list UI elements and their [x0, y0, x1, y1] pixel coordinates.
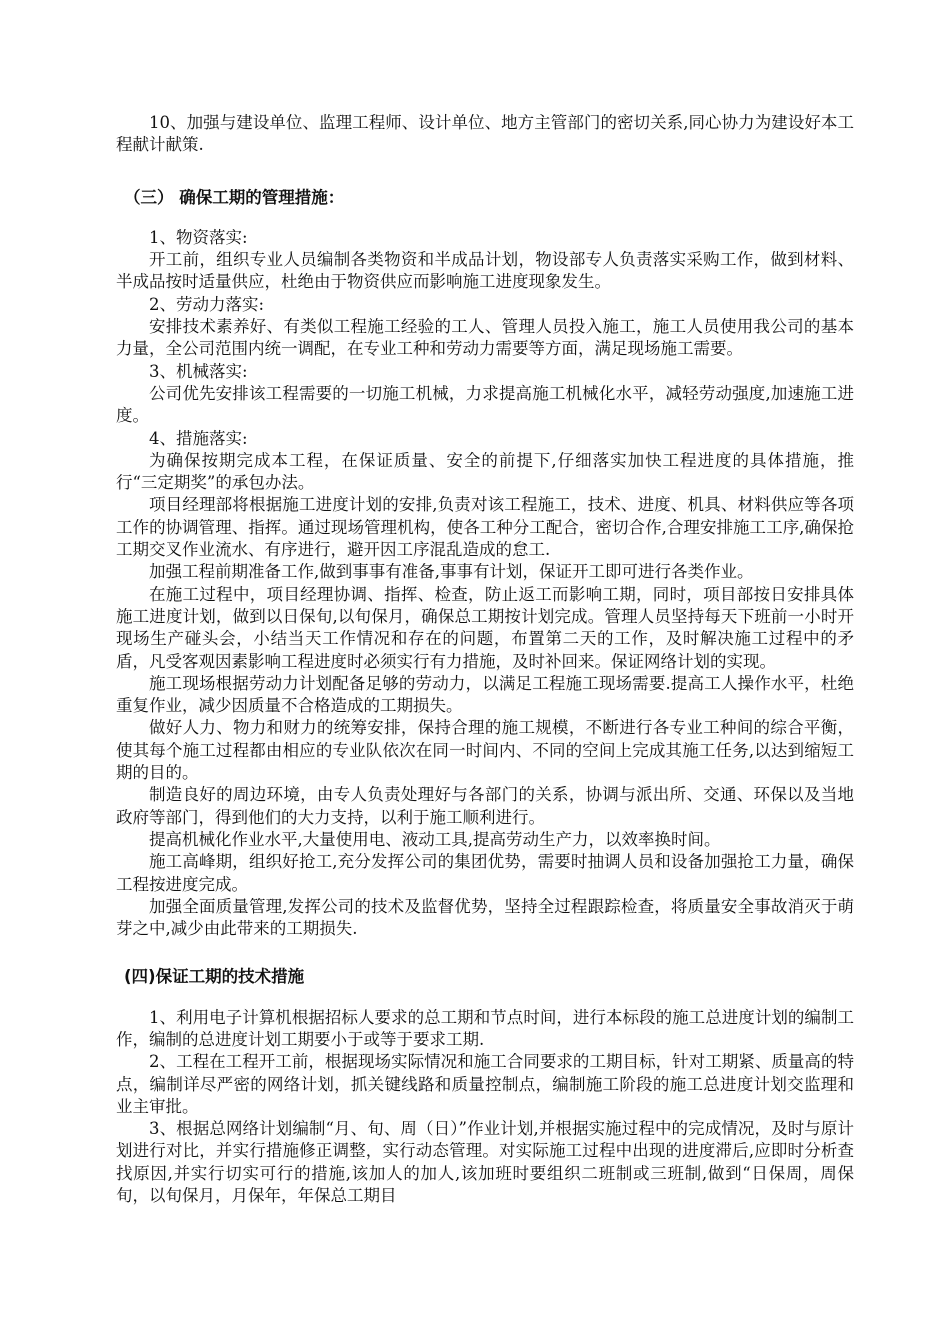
paragraph: 在施工过程中，项目经理协调、指挥、检查，防止返工而影响工期，同时，项目部按日安排具体施工进度计划，做到以日保旬,以旬保月，确保总工期按计划完成。管理人员坚持每天下班前一小时开现场生产碰头会，小结当天工作情况和存在的问题，布置第二天的工作，及时解决施工过程中的矛盾，凡受客观因素影响工程进度时必须实行有力措施，及时补回来。保证网络计划的实现。 — [116, 584, 854, 671]
paragraph: 2、劳动力落实: — [149, 294, 265, 314]
paragraph: 加强全面质量管理,发挥公司的技术及监督优势，坚持全过程跟踪检查，将质量安全事故消灭于萌芽之中,减少由此带来的工期损失. — [116, 896, 854, 939]
paragraph: 为确保按期完成本工程，在保证质量、安全的前提下,仔细落实加快工程进度的具体措施，推行“三定期奖”的承包办法。 — [116, 450, 854, 493]
section-heading-4: (四)保证工期的技术措施 — [124, 967, 305, 987]
paragraph: 制造良好的周边环境，由专人负责处理好与各部门的关系，协调与派出所、交通、环保以及当地政府等部门，得到他们的大力支持，以利于施工顺利进行。 — [116, 785, 854, 827]
paragraph: 加强工程前期准备工作,做到事事有准备,事事有计划，保证开工即可进行各类作业。 — [149, 562, 754, 582]
paragraph: 4、措施落实: — [149, 428, 248, 448]
document-body — [116, 112, 854, 1207]
section-heading-3: （三） 确保工期的管理措施： — [124, 187, 345, 207]
paragraph: 3、机械落实: — [149, 361, 248, 381]
paragraph: 施工现场根据劳动力计划配备足够的劳动力，以满足工程施工现场需要.提高工人操作水平，杜绝重复作业，减少因质量不合格造成的工期损失。 — [116, 673, 854, 716]
paragraph: 提高机械化作业水平,大量使用电、液动工具,提高劳动生产力，以效率换时间。 — [149, 829, 721, 849]
paragraph: 项目经理部将根据施工进度计划的安排,负责对该工程施工，技术、进度、机具、材料供应等各项工作的协调管理、指挥。通过现场管理机构，使各工种分工配合，密切合作,合理安排施工工序,确保抢工期交叉作业流水、有序进行，避开因工序混乱造成的怠工. — [116, 495, 854, 560]
paragraph: 安排技术素养好、有类似工程施工经验的工人、管理人员投入施工，施工人员使用我公司的基本力量，全公司范围内统一调配，在专业工种和劳动力需要等方面，满足现场施工需要。 — [116, 317, 854, 359]
paragraph: 做好人力、物力和财力的统筹安排，保持合理的施工规模，不断进行各专业工种间的综合平衡，使其每个施工过程都由相应的专业队依次在同一时间内、不同的空间上完成其施工任务,以达到缩短工期的目的。 — [116, 718, 854, 783]
paragraph: 3、根据总网络计划编制“月、旬、周（日）”作业计划,并根据实施过程中的完成情况，及时与原计划进行对比，并实行措施修正调整，实行动态管理。对实际施工过程中出现的进度滞后,应即时分析查找原因,并实行切实可行的措施,该加人的加人,该加班时要组织二班制或三班制,做到“日保周，周保旬，以旬保月，月保年，年保总工期目 — [116, 1119, 854, 1206]
paragraph: 施工高峰期，组织好抢工,充分发挥公司的集团优势，需要时抽调人员和设备加强抢工力量，确保工程按进度完成。 — [116, 852, 854, 894]
paragraph: 2、工程在工程开工前，根据现场实际情况和施工合同要求的工期目标，针对工期紧、质量高的特点，编制详尽严密的网络计划，抓关键线路和质量控制点，编制施工阶段的施工总进度计划交监理和业主审批。 — [116, 1052, 854, 1116]
paragraph: 开工前，组织专业人员编制各类物资和半成品计划，物设部专人负责落实采购工作，做到材料、半成品按时适量供应，杜绝由于物资供应而影响施工进度现象发生。 — [116, 250, 854, 292]
paragraph: 1、物资落实: — [149, 227, 248, 247]
paragraph: 1、利用电子计算机根据招标人要求的总工期和节点时间，进行本标段的施工总进度计划的编制工作，编制的总进度计划工期要小于或等于要求工期. — [116, 1007, 854, 1049]
paragraph: 公司优先安排该工程需要的一切施工机械，力求提高施工机械化水平，减轻劳动强度,加速施工进度。 — [116, 383, 854, 426]
paragraph-item-10: 10、加强与建设单位、监理工程师、设计单位、地方主管部门的密切关系,同心协力为建设好本工程献计献策. — [116, 113, 854, 155]
